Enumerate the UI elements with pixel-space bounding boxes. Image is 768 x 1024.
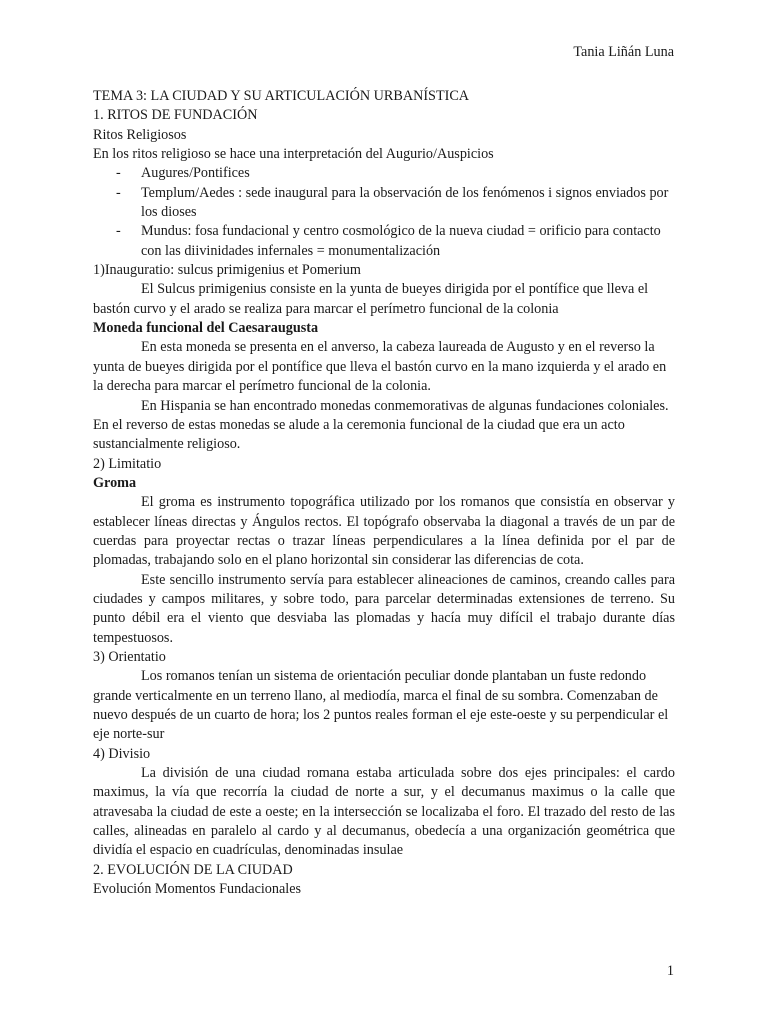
heading-divisio: 4) Divisio [93, 745, 151, 762]
paragraph-groma-1: El groma es instrumento topográfica utilizado por los romanos que consistía en observar y establecer líneas directas y Ángulos rectos. El topógrafo observaba la diagonal a través de un par de cuerdas para proyectar rectas o trazar líneas perpendiculares a la línea definida por el par de plomadas, trabajando solo en el plano horizontal sin considerar las diferencias de cota. [93, 494, 675, 569]
page-number: 1 [666, 963, 674, 979]
heading-groma: Groma [93, 474, 137, 491]
list-item [93, 184, 675, 223]
section-heading-evolucion: 2. EVOLUCIÓN DE LA CIUDAD [93, 861, 293, 878]
paragraph-groma-2: Este sencillo instrumento servía para establecer alineaciones de caminos, creando calles para ciudades y campos militares, y sobre todo, para parcelar determinadas extensiones de terreno. Su punto débil era el viento que desviaba las plomadas y hacía muy difícil el trabajo durante días tempestuosos. [93, 571, 675, 646]
subheading-evolucion: Evolución Momentos Fundacionales [93, 881, 302, 898]
list-bullet: - [116, 184, 121, 201]
section-heading-ritos: 1. RITOS DE FUNDACIÓN [93, 107, 258, 124]
document-body [93, 87, 675, 899]
heading-inauguratio: 1)Inauguratio: sulcus primigenius et Pomerium [93, 262, 361, 279]
heading-orientatio: 3) Orientatio [93, 648, 166, 665]
heading-limitatio: 2) Limitatio [93, 455, 162, 472]
heading-moneda: Moneda funcional del Caesaraugusta [93, 320, 319, 337]
list-item [93, 164, 675, 183]
paragraph-divisio: La división de una ciudad romana estaba articulada sobre dos ejes principales: el cardo maximus, la vía que recorría la ciudad de norte a sur, y el decumanus maximus o la calle que atravesaba la ciudad de este a oeste; en la intersección se localizaba el foro. El trazado del resto de las calles, alineadas en paralelo al cardo y al decumanus, obedecía a una organización geométrica que dividía el espacio en cuadrículas, denominadas insulae [93, 765, 675, 859]
paragraph-moneda-2: En Hispania se han encontrado monedas conmemorativas de algunas fundaciones coloniales. En el reverso de estas monedas se alude a la ceremonia funcional de la ciudad que era un acto sustancialmente religioso. [93, 397, 669, 453]
page-header-author: Tania Liñán Luna [573, 44, 674, 60]
subheading-ritos-religiosos: Ritos Religiosos [93, 126, 187, 143]
list-item-text: Mundus: fosa fundacional y centro cosmológico de la nueva ciudad = orificio para contacto con las diivinidades infernales = monumentalización [141, 223, 661, 259]
document-title: TEMA 3: LA CIUDAD Y SU ARTICULACIÓN URBANÍSTICA [93, 88, 470, 104]
list-bullet: - [116, 165, 121, 182]
list-item [93, 222, 675, 261]
list-bullet: - [116, 223, 121, 240]
ritos-list [93, 164, 675, 261]
paragraph-inauguratio: El Sulcus primigenius consiste en la yunta de bueyes dirigida por el pontífice que lleva el bastón curvo y el arado se realiza para marcar el perímetro funcional de la colonia [93, 281, 649, 317]
list-item-text: Templum/Aedes : sede inaugural para la observación de los fenómenos i signos enviados por los dioses [141, 184, 669, 221]
ritos-intro: En los ritos religioso se hace una interpretación del Augurio/Auspicios [93, 146, 494, 163]
list-item-text: Augures/Pontifices [141, 165, 250, 182]
paragraph-moneda-1: En esta moneda se presenta en el anverso, la cabeza laureada de Augusto y en el reverso la yunta de bueyes dirigida por el pontífice que lleva el bastón curvo en la mano izquierda y el arado en la derecha para marcar el perímetro funcional de la colonia. [93, 339, 667, 395]
paragraph-orientatio: Los romanos tenían un sistema de orientación peculiar donde plantaban un fuste redondo grande verticalmente en un terreno llano, al mediodía, marca el final de su sombra. Comenzaban de nuevo después de un cuarto de hora; los 2 puntos reales forman el eje este-oeste y su perpendicular el eje norte-sur [93, 668, 669, 743]
